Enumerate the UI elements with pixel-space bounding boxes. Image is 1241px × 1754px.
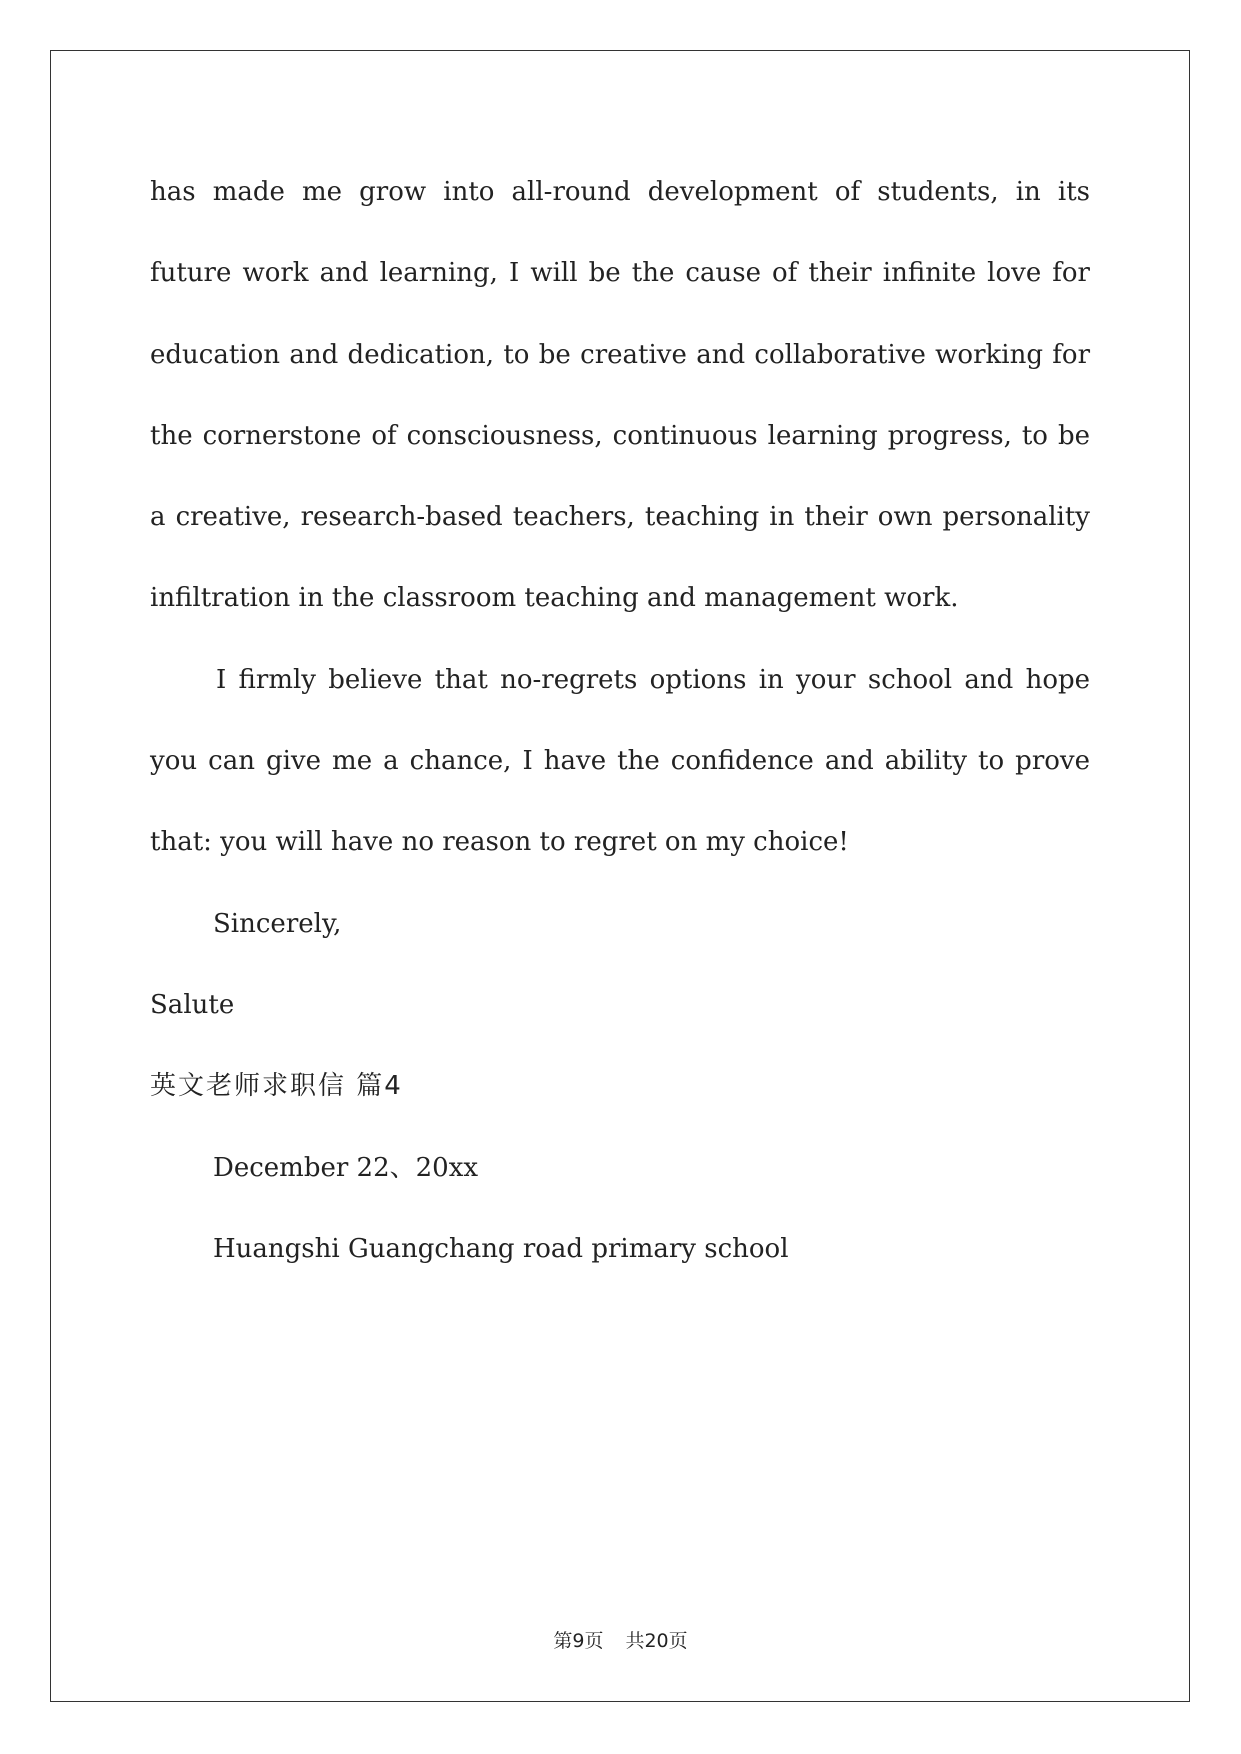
total-pages: 共20页 <box>625 1630 688 1652</box>
section-heading: 英文老师求职信 篇4 <box>150 1071 403 1102</box>
page-footer <box>0 1626 1241 1653</box>
recipient-address: Huangshi Guangchang road primary school <box>213 1233 789 1264</box>
letter-date: December 22、20xx <box>213 1152 479 1183</box>
closing-sincerely: Sincerely, <box>213 908 342 939</box>
paragraph-continuation: has made me grow into all-round development of students, in its future work and learning, I will be the cause of their infinite love for education and dedication, to be creative and collaborative working for the cornerstone of consciousness, continuous learning progress, to be a creative, research-based teachers, teaching in their own personality infiltration in the classroom teaching and management work. <box>150 177 1090 614</box>
page-number: 第9页 <box>553 1630 604 1652</box>
paragraph-closing-statement: I firmly believe that no-regrets options in your school and hope you can give me a chance, I have the confidence and ability to prove that: you will have no reason to regret on my choice! <box>150 664 1090 858</box>
salute-line: Salute <box>150 989 235 1020</box>
document-body <box>150 152 1090 1290</box>
